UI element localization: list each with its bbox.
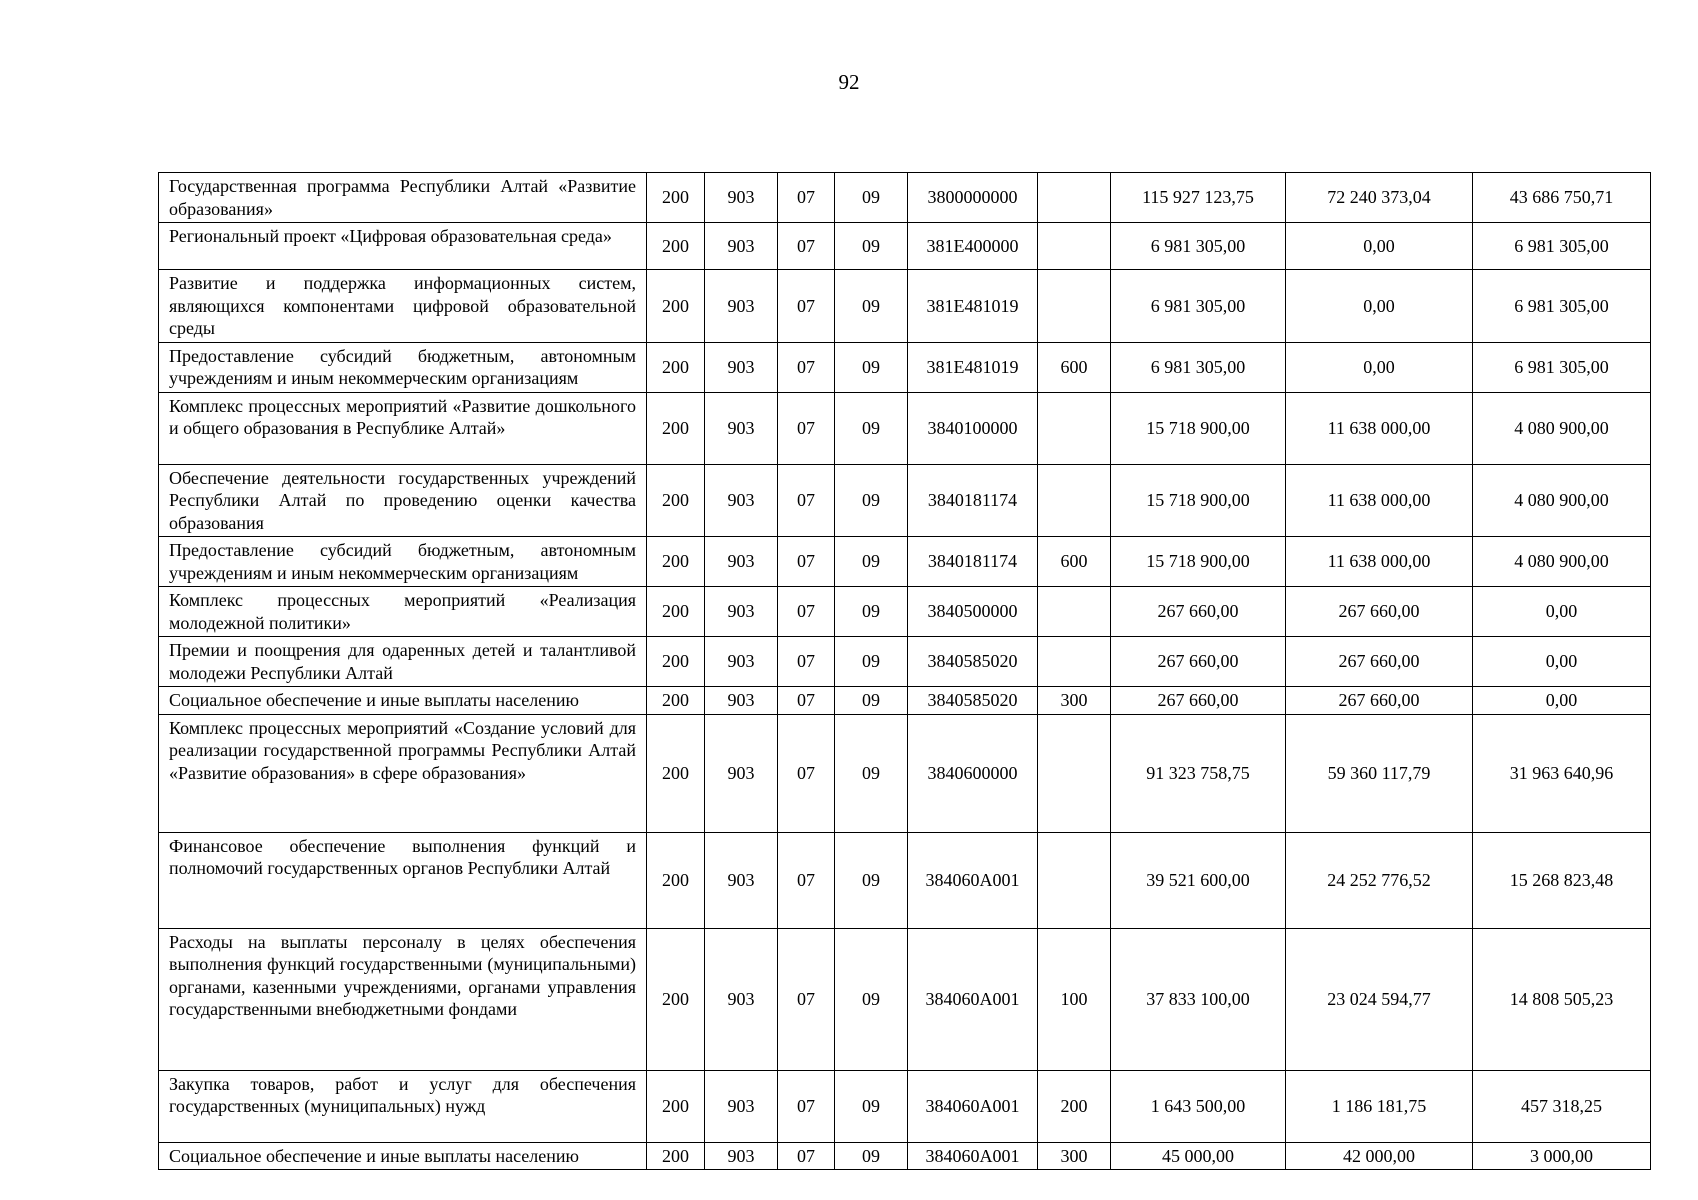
grbs-code: 903 — [705, 1070, 778, 1142]
kbk-code: 200 — [647, 1070, 705, 1142]
amount-1: 72 240 373,04 — [1286, 173, 1473, 223]
total-amount: 115 927 123,75 — [1111, 173, 1286, 223]
table-row — [159, 1070, 1651, 1142]
amount-2: 6 981 305,00 — [1473, 270, 1651, 343]
grbs-code: 903 — [705, 270, 778, 343]
expense-type — [1038, 223, 1111, 270]
kbk-code: 200 — [647, 223, 705, 270]
row-name: Финансовое обеспечение выполнения функций и полномочий государственных органов Республики Алтай — [159, 832, 647, 928]
row-name: Закупка товаров, работ и услуг для обеспечения государственных (муниципальных) нужд — [159, 1070, 647, 1142]
amount-1: 0,00 — [1286, 223, 1473, 270]
row-name: Комплекс процессных мероприятий «Создание условий для реализации государственной программы Республики Алтай «Развитие образования» в сфере образования» — [159, 714, 647, 832]
total-amount: 91 323 758,75 — [1111, 714, 1286, 832]
amount-1: 1 186 181,75 — [1286, 1070, 1473, 1142]
amount-2: 6 981 305,00 — [1473, 223, 1651, 270]
table-row — [159, 223, 1651, 270]
total-amount: 45 000,00 — [1111, 1142, 1286, 1170]
target-article: 384060А001 — [908, 832, 1038, 928]
subsection-code: 09 — [835, 392, 908, 464]
amount-2: 4 080 900,00 — [1473, 537, 1651, 587]
row-name: Комплекс процессных мероприятий «Реализация молодежной политики» — [159, 587, 647, 637]
table-row — [159, 587, 1651, 637]
amount-2: 4 080 900,00 — [1473, 464, 1651, 537]
target-article: 3840100000 — [908, 392, 1038, 464]
section-code: 07 — [778, 270, 835, 343]
grbs-code: 903 — [705, 1142, 778, 1170]
target-article: 3840585020 — [908, 637, 1038, 687]
amount-1: 267 660,00 — [1286, 587, 1473, 637]
row-name: Премии и поощрения для одаренных детей и талантливой молодежи Республики Алтай — [159, 637, 647, 687]
grbs-code: 903 — [705, 587, 778, 637]
expense-type: 600 — [1038, 537, 1111, 587]
row-name: Расходы на выплаты персоналу в целях обеспечения выполнения функций государственными (муниципальными) органами, казенными учреждениями, органами управления государственными внебюджетными фондами — [159, 928, 647, 1070]
row-name: Региональный проект «Цифровая образовательная среда» — [159, 223, 647, 270]
section-code: 07 — [778, 537, 835, 587]
kbk-code: 200 — [647, 637, 705, 687]
kbk-code: 200 — [647, 928, 705, 1070]
grbs-code: 903 — [705, 714, 778, 832]
amount-2: 0,00 — [1473, 587, 1651, 637]
target-article: 3840585020 — [908, 687, 1038, 715]
expense-type: 600 — [1038, 342, 1111, 392]
expense-type — [1038, 270, 1111, 343]
table-row — [159, 687, 1651, 715]
amount-2: 43 686 750,71 — [1473, 173, 1651, 223]
amount-1: 42 000,00 — [1286, 1142, 1473, 1170]
amount-1: 267 660,00 — [1286, 687, 1473, 715]
expense-type: 300 — [1038, 687, 1111, 715]
grbs-code: 903 — [705, 928, 778, 1070]
amount-1: 11 638 000,00 — [1286, 537, 1473, 587]
page-number: 92 — [838, 70, 860, 94]
subsection-code: 09 — [835, 832, 908, 928]
amount-1: 267 660,00 — [1286, 637, 1473, 687]
amount-2: 0,00 — [1473, 637, 1651, 687]
target-article: 381E400000 — [908, 223, 1038, 270]
section-code: 07 — [778, 832, 835, 928]
total-amount: 1 643 500,00 — [1111, 1070, 1286, 1142]
subsection-code: 09 — [835, 928, 908, 1070]
target-article: 3800000000 — [908, 173, 1038, 223]
kbk-code: 200 — [647, 173, 705, 223]
grbs-code: 903 — [705, 223, 778, 270]
row-name: Развитие и поддержка информационных систем, являющихся компонентами цифровой образовательной среды — [159, 270, 647, 343]
total-amount: 267 660,00 — [1111, 587, 1286, 637]
total-amount: 267 660,00 — [1111, 637, 1286, 687]
subsection-code: 09 — [835, 714, 908, 832]
table-row — [159, 342, 1651, 392]
target-article: 384060А001 — [908, 1142, 1038, 1170]
subsection-code: 09 — [835, 587, 908, 637]
kbk-code: 200 — [647, 687, 705, 715]
total-amount: 39 521 600,00 — [1111, 832, 1286, 928]
expense-type — [1038, 637, 1111, 687]
kbk-code: 200 — [647, 342, 705, 392]
total-amount: 267 660,00 — [1111, 687, 1286, 715]
amount-2: 14 808 505,23 — [1473, 928, 1651, 1070]
table-row — [159, 270, 1651, 343]
kbk-code: 200 — [647, 1142, 705, 1170]
section-code: 07 — [778, 342, 835, 392]
kbk-code: 200 — [647, 464, 705, 537]
target-article: 3840181174 — [908, 464, 1038, 537]
total-amount: 15 718 900,00 — [1111, 464, 1286, 537]
row-name: Государственная программа Республики Алтай «Развитие образования» — [159, 173, 647, 223]
total-amount: 15 718 900,00 — [1111, 392, 1286, 464]
section-code: 07 — [778, 637, 835, 687]
amount-1: 24 252 776,52 — [1286, 832, 1473, 928]
grbs-code: 903 — [705, 637, 778, 687]
section-code: 07 — [778, 928, 835, 1070]
amount-1: 0,00 — [1286, 342, 1473, 392]
row-name: Предоставление субсидий бюджетным, автономным учреждениям и иным некоммерческим организациям — [159, 342, 647, 392]
amount-1: 0,00 — [1286, 270, 1473, 343]
section-code: 07 — [778, 392, 835, 464]
section-code: 07 — [778, 173, 835, 223]
total-amount: 6 981 305,00 — [1111, 270, 1286, 343]
table-row — [159, 714, 1651, 832]
subsection-code: 09 — [835, 223, 908, 270]
amount-2: 4 080 900,00 — [1473, 392, 1651, 464]
expense-type — [1038, 587, 1111, 637]
grbs-code: 903 — [705, 464, 778, 537]
amount-2: 15 268 823,48 — [1473, 832, 1651, 928]
section-code: 07 — [778, 464, 835, 537]
section-code: 07 — [778, 223, 835, 270]
table-row — [159, 1142, 1651, 1170]
table-row — [159, 392, 1651, 464]
target-article: 384060А001 — [908, 1070, 1038, 1142]
expense-type — [1038, 173, 1111, 223]
subsection-code: 09 — [835, 173, 908, 223]
section-code: 07 — [778, 1142, 835, 1170]
amount-1: 23 024 594,77 — [1286, 928, 1473, 1070]
row-name: Социальное обеспечение и иные выплаты населению — [159, 687, 647, 715]
budget-table — [158, 172, 1651, 1170]
section-code: 07 — [778, 1070, 835, 1142]
row-name: Социальное обеспечение и иные выплаты населению — [159, 1142, 647, 1170]
total-amount: 6 981 305,00 — [1111, 342, 1286, 392]
target-article: 3840600000 — [908, 714, 1038, 832]
section-code: 07 — [778, 687, 835, 715]
total-amount: 6 981 305,00 — [1111, 223, 1286, 270]
table-row — [159, 637, 1651, 687]
kbk-code: 200 — [647, 714, 705, 832]
kbk-code: 200 — [647, 392, 705, 464]
row-name: Обеспечение деятельности государственных учреждений Республики Алтай по проведению оценки качества образования — [159, 464, 647, 537]
kbk-code: 200 — [647, 270, 705, 343]
target-article: 384060А001 — [908, 928, 1038, 1070]
row-name: Комплекс процессных мероприятий «Развитие дошкольного и общего образования в Республике Алтай» — [159, 392, 647, 464]
amount-2: 0,00 — [1473, 687, 1651, 715]
expense-type — [1038, 464, 1111, 537]
amount-1: 11 638 000,00 — [1286, 392, 1473, 464]
section-code: 07 — [778, 714, 835, 832]
grbs-code: 903 — [705, 342, 778, 392]
grbs-code: 903 — [705, 392, 778, 464]
grbs-code: 903 — [705, 537, 778, 587]
expense-type — [1038, 714, 1111, 832]
amount-1: 11 638 000,00 — [1286, 464, 1473, 537]
expense-type: 100 — [1038, 928, 1111, 1070]
target-article: 3840500000 — [908, 587, 1038, 637]
amount-1: 59 360 117,79 — [1286, 714, 1473, 832]
grbs-code: 903 — [705, 687, 778, 715]
expense-type — [1038, 392, 1111, 464]
expense-type: 200 — [1038, 1070, 1111, 1142]
table-row — [159, 464, 1651, 537]
table-row — [159, 537, 1651, 587]
table-row — [159, 928, 1651, 1070]
kbk-code: 200 — [647, 587, 705, 637]
target-article: 381E481019 — [908, 270, 1038, 343]
amount-2: 3 000,00 — [1473, 1142, 1651, 1170]
amount-2: 457 318,25 — [1473, 1070, 1651, 1142]
subsection-code: 09 — [835, 1142, 908, 1170]
expense-type — [1038, 832, 1111, 928]
subsection-code: 09 — [835, 687, 908, 715]
target-article: 381E481019 — [908, 342, 1038, 392]
kbk-code: 200 — [647, 537, 705, 587]
target-article: 3840181174 — [908, 537, 1038, 587]
expense-type: 300 — [1038, 1142, 1111, 1170]
amount-2: 6 981 305,00 — [1473, 342, 1651, 392]
total-amount: 37 833 100,00 — [1111, 928, 1286, 1070]
total-amount: 15 718 900,00 — [1111, 537, 1286, 587]
subsection-code: 09 — [835, 537, 908, 587]
grbs-code: 903 — [705, 832, 778, 928]
row-name: Предоставление субсидий бюджетным, автономным учреждениям и иным некоммерческим организациям — [159, 537, 647, 587]
grbs-code: 903 — [705, 173, 778, 223]
amount-2: 31 963 640,96 — [1473, 714, 1651, 832]
subsection-code: 09 — [835, 342, 908, 392]
kbk-code: 200 — [647, 832, 705, 928]
table-row — [159, 832, 1651, 928]
subsection-code: 09 — [835, 637, 908, 687]
section-code: 07 — [778, 587, 835, 637]
table-row — [159, 173, 1651, 223]
subsection-code: 09 — [835, 464, 908, 537]
subsection-code: 09 — [835, 270, 908, 343]
subsection-code: 09 — [835, 1070, 908, 1142]
